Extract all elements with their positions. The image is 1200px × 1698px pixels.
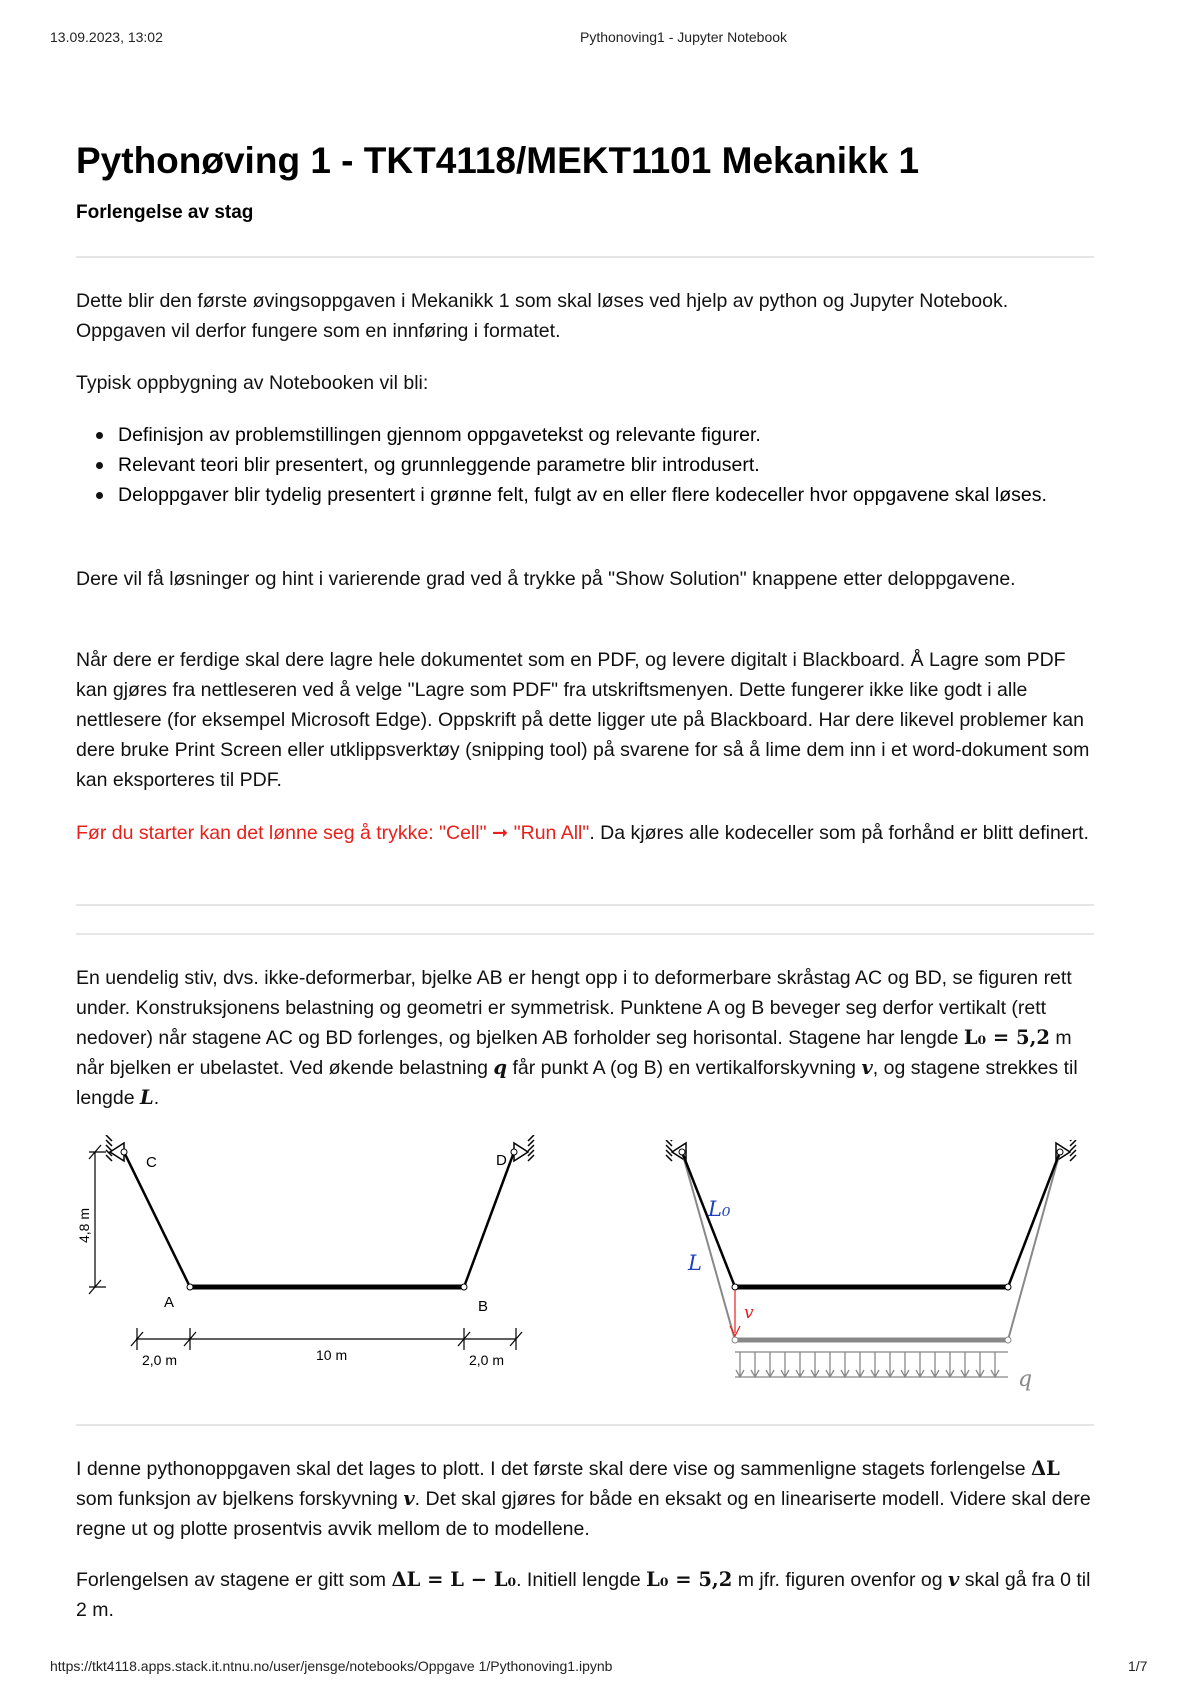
math-l0: L₀ = 5,2 [963, 1026, 1050, 1049]
run-all-cell-text: Før du starter kan det lønne seg å trykke: "Cell" [76, 822, 487, 844]
run-all-rest: . Da kjøres alle kodeceller som på forhånd er blitt definert. [589, 822, 1089, 844]
divider [76, 1424, 1094, 1426]
math-q: q [493, 1056, 508, 1079]
math-l: L [139, 1086, 154, 1109]
label-l0: L₀ [708, 1197, 731, 1221]
run-all-paragraph [76, 818, 1096, 848]
left-dimension: 2,0 m [142, 1352, 178, 1368]
page-header-title: Pythonoving1 - Jupyter Notebook [580, 29, 788, 45]
label-d: D [496, 1152, 507, 1169]
list-item: Relevant teori blir presentert, og grunnleggende parametre blir introdusert. [118, 450, 1096, 480]
list-item: Deloppgaver blir tydelig presentert i grønne felt, fulgt av en eller flere kodeceller hvor oppgavene skal løses. [118, 480, 1096, 510]
strut-ac [124, 1152, 190, 1287]
formula-paragraph: Forlengelsen av stagene er gitt som ΔL = L − L₀. Initiell lengde L₀ = 5,2 m jfr. figuren ovenfor og v skal gå fra 0 til 2 m. [76, 1568, 1091, 1621]
structure-lead: Typisk oppbygning av Notebooken vil bli: [76, 372, 429, 394]
height-dimension: 4,8 m [76, 1207, 92, 1243]
solutions-paragraph: Dere vil få løsninger og hint i varierende grad ved å trykke på "Show Solution" knappene etter deloppgavene. [76, 568, 1016, 590]
page-footer-number: 1/7 [1128, 1658, 1148, 1674]
label-q: q [1018, 1367, 1033, 1392]
delivery-paragraph: Når dere er ferdige skal dere lagre hele dokumentet som en PDF, og levere digitalt i Blackboard. Å Lagre som PDF kan gjøres fra nettleseren ved å velge "Lagre som PDF" fra utskriftsmenyen. Dette fungerer ikke like godt i alle nettlesere (for eksempel Microsoft Edge). Oppskrift på dette ligger ute på Blackboard. Har dere likevel problemer kan dere bruke Print Screen eller utklippsverktøy (snipping tool) på svarene for så å lime dem inn i et word-dokument som kan eksporteres til PDF. [76, 649, 1090, 791]
page-subtitle: Forlengelse av stag [76, 202, 254, 223]
page-footer-url: https://tkt4118.apps.stack.it.ntnu.no/user/jensge/notebooks/Oppgave 1/Pythonoving1.ipynb [50, 1658, 613, 1674]
math-v: v [861, 1056, 873, 1079]
right-dimension: 2,0 m [469, 1352, 505, 1368]
list-item: Definisjon av problemstillingen gjennom oppgavetekst og relevante figurer. [118, 420, 1096, 450]
deformation-figure [650, 1140, 1080, 1410]
label-l: L [688, 1251, 702, 1275]
page-header-datetime: 13.09.2023, 13:02 [50, 29, 163, 45]
divider [76, 904, 1094, 906]
geometry-figure [76, 1135, 556, 1395]
strut-bd [464, 1152, 514, 1287]
label-c: C [146, 1154, 157, 1171]
math-formula: ΔL = L − L₀ [391, 1568, 517, 1591]
arrow-right-icon: ➞ [491, 822, 509, 844]
divider [76, 933, 1094, 935]
problem-paragraph: En uendelig stiv, dvs. ikke-deformerbar, bjelke AB er hengt opp i to deformerbare skråstag AC og BD, se figuren rett under. Konstruksjonens belastning og geometri er symmetrisk. Punktene A og B beveger seg derfor vertikalt (rett nedover) når stagene AC og BD forlenges, og bjelken AB forholder seg horisontal. Stagene har lengde L₀ = 5,2 m når bjelken er ubelastet. Ved økende belastning q får punkt A (og B) en vertikalforskyvning v, og stagene strekkes til lengde L. [76, 967, 1078, 1109]
label-a: A [164, 1294, 175, 1311]
math-v: v [947, 1568, 960, 1591]
page-title: Pythonøving 1 - TKT4118/MEKT1101 Mekanikk 1 [76, 140, 920, 181]
label-b: B [478, 1298, 489, 1315]
math-delta-l: ΔL [1031, 1457, 1060, 1480]
mid-dimension: 10 m [316, 1347, 348, 1363]
math-l0: L₀ = 5,2 [646, 1568, 733, 1591]
intro-paragraph: Dette blir den første øvingsoppgaven i Mekanikk 1 som skal løses ved hjelp av python og Jupyter Notebook. Oppgaven vil derfor fungere som en innføring i formatet. [76, 290, 1009, 342]
structure-list [76, 420, 1096, 510]
divider [76, 256, 1094, 258]
task-paragraph: I denne pythonoppgaven skal det lages to plott. I det første skal dere vise og sammenligne stagets forlengelse ΔL som funksjon av bjelkens forskyvning v. Det skal gjøres for både en eksakt og en lineariserte modell. Videre skal dere regne ut og plotte prosentvis avvik mellom de to modellene. [76, 1457, 1091, 1540]
run-all-text: "Run All" [513, 822, 590, 844]
math-v: v [403, 1487, 415, 1510]
label-v: v [744, 1303, 754, 1323]
